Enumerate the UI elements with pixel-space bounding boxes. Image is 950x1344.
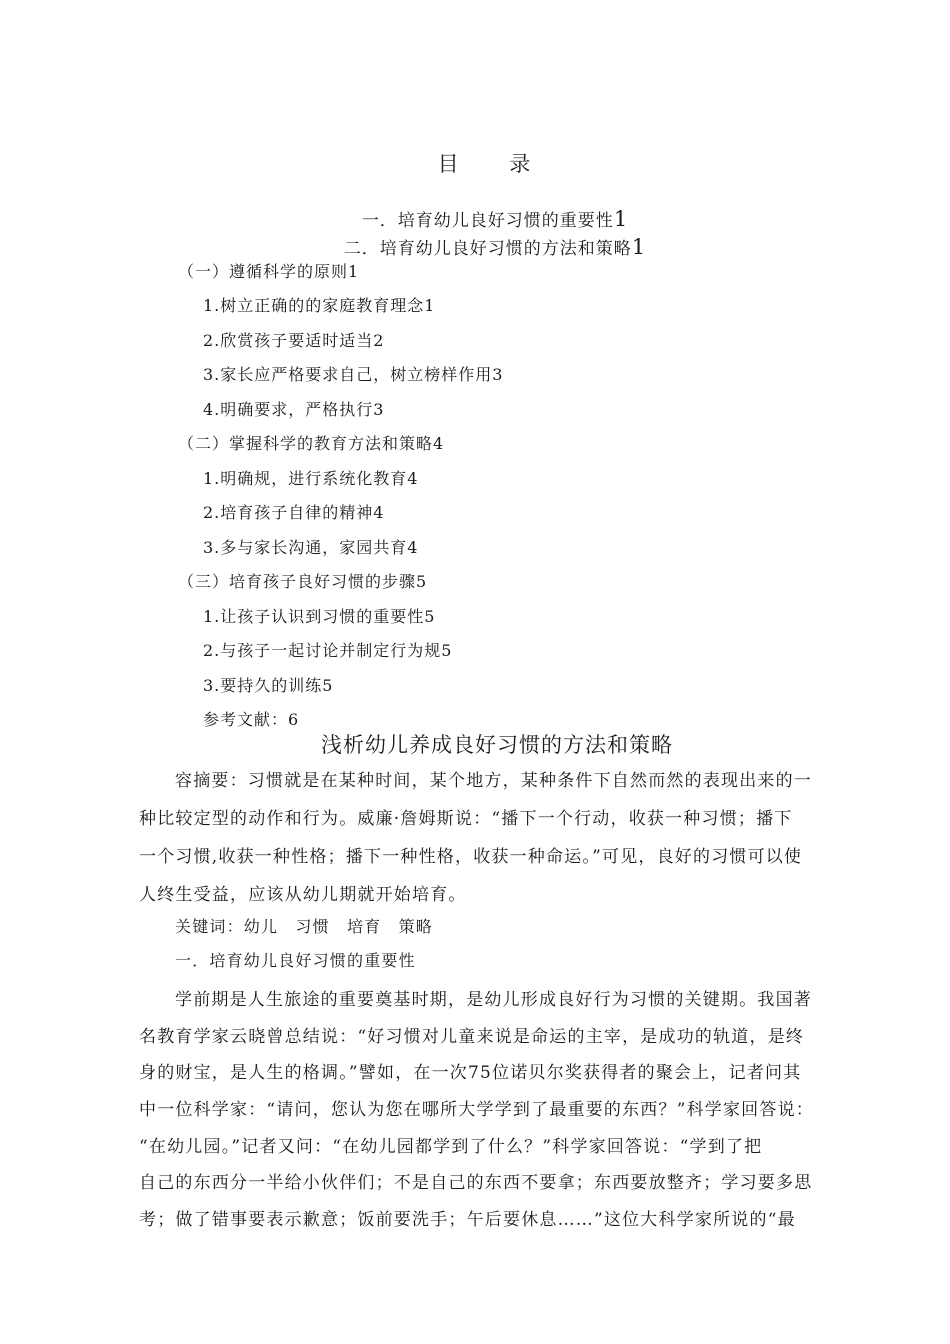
body-line: 名教育学家云晓曾总结说：“好习惯对儿童来说是命运的主宰，是成功的轨道，是终 (139, 1027, 805, 1047)
abstract-line: 一个习惯,收获一种性格；播下一种性格，收获一种命运。”可见，良好的习惯可以使 (139, 847, 803, 867)
body-line: 身的财宝，是人生的格调。”譬如，在一次75位诺贝尔奖获得者的聚会上，记者问其 (139, 1063, 802, 1083)
body-line: “在幼儿园。”记者又问：“在幼儿园都学到了什么？”科学家回答说：“学到了把 (139, 1137, 763, 1157)
toc-entry: 3.家长应严格要求自己，树立榜样作用3 (203, 365, 504, 384)
toc-entry: 4.明确要求，严格执行3 (203, 400, 385, 419)
body-line: 中一位科学家：“请问，您认为您在哪所大学学到了最重要的东西？”科学家回答说： (139, 1100, 814, 1120)
toc-main-page: 1 (631, 235, 647, 259)
section-heading: 一．培育幼儿良好习惯的重要性 (175, 951, 416, 970)
toc-main-item-2 (0, 234, 950, 259)
toc-main-item-1 (0, 206, 950, 231)
toc-entry: （一）遵循科学的原则1 (178, 262, 360, 281)
body-line: 学前期是人生旅途的重要奠基时期，是幼儿形成良好行为习惯的关键期。我国著 (175, 990, 812, 1010)
abstract-line: 种比较定型的动作和行为。威廉·詹姆斯说：“播下一个行动，收获一种习惯；播下 (139, 809, 793, 829)
toc-entry: 1.让孩子认识到习惯的重要性5 (203, 607, 436, 626)
toc-title: 目 录 (437, 152, 553, 176)
toc-entry: 3.要持久的训练5 (203, 676, 334, 695)
toc-entry: 2.欣赏孩子要适时适当2 (203, 331, 385, 350)
toc-entry: 1.明确规，进行系统化教育4 (203, 469, 419, 488)
abstract-line: 人终生受益，应该从幼儿期就开始培育。 (139, 885, 467, 905)
toc-entry: 参考文献：6 (203, 710, 300, 729)
toc-main-label: 二．培育幼儿良好习惯的方法和策略 (343, 239, 632, 259)
toc-entry: 2.与孩子一起讨论并制定行为规5 (203, 641, 453, 660)
toc-entry: 3.多与家长沟通，家园共育4 (203, 538, 419, 557)
abstract-line: 容摘要：习惯就是在某种时间，某个地方，某种条件下自然而然的表现出来的一 (175, 771, 812, 791)
body-line: 考；做了错事要表示歉意；饭前要洗手；午后要休息……”这位大科学家所说的“最 (139, 1210, 796, 1230)
toc-entry: （三）培育孩子良好习惯的步骤5 (178, 572, 428, 591)
toc-entry: 2.培育孩子自律的精神4 (203, 503, 385, 522)
toc-entry: （二）掌握科学的教育方法和策略4 (178, 434, 445, 453)
article-title: 浅析幼儿养成良好习惯的方法和策略 (321, 733, 673, 757)
keywords-line: 关键词：幼儿 习惯 培育 策略 (175, 917, 434, 936)
toc-main-page: 1 (613, 207, 629, 231)
body-line: 自己的东西分一半给小伙伴们；不是自己的东西不要拿；东西要放整齐；学习要多思 (139, 1173, 813, 1193)
toc-entry: 1.树立正确的的家庭教育理念1 (203, 296, 436, 315)
toc-main-label: 一．培育幼儿良好习惯的重要性 (361, 211, 614, 231)
